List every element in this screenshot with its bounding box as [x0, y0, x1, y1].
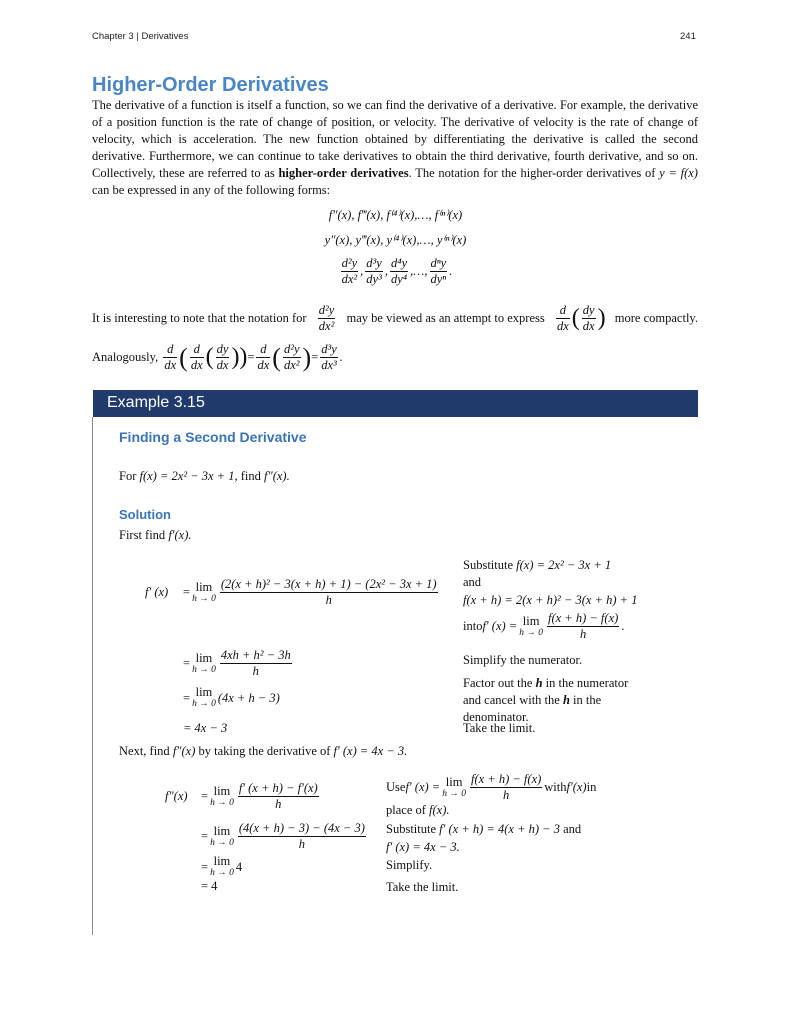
text: Analogously, [92, 350, 159, 364]
example-title: Finding a Second Derivative [119, 429, 307, 445]
step1-note: denominator. [463, 710, 529, 724]
text: It is interesting to note that the notation for [92, 311, 307, 325]
intro-text: The derivative of a function is itself a function, so we can find the derivative of a derivative. For example, the derivative of a position function is the rate of change of position, or velocity. The derivative of velocity is the rate of change of velocity, which is acceleration. The new function obtained by differentiating the derivative is called the second derivative. Furthermore, we can continue to take derivatives to obtain the third derivative, fourth derivative, and so on. Collectively, these are referred to as [92, 98, 698, 180]
analogously-sentence [92, 342, 343, 373]
math-expr: $\frac{d}{dx}$ ( $\frac{dy}{dx}$ ) [556, 303, 606, 333]
step1-row1: f′ (x) = lim h → 0 $\frac{\text{(2(x + h)² − 3(x + h) + 1) − (2x² − 3x + 1)}}{h}$ [145, 577, 437, 607]
step1-note: Simplify the numerator. [463, 653, 583, 667]
text: may be viewed as an attempt to express [346, 311, 545, 325]
term-higher-order: higher-order derivatives [278, 166, 409, 180]
step1-row2: = lim h → 0 $\frac{\text{4xh + h² − 3h}}{h}$ [183, 648, 291, 678]
step1-note: f(x + h) = 2(x + h)² − 3(x + h) + 1 [463, 593, 638, 607]
next-find-text: Next, find f″(x) by taking the derivative of f′ (x) = 4x − 3. [119, 744, 408, 758]
step2-row3: = lim h → 0 4 [201, 854, 243, 878]
step2-note: f′ (x) = 4x − 3. [386, 840, 460, 854]
fraction: $\frac{\text{d²y}}{\text{dx²}}$ [341, 256, 358, 286]
example-banner [93, 390, 698, 417]
intro-paragraph [92, 97, 698, 199]
step1-note: Take the limit. [463, 721, 536, 735]
notation-line-1: f″(x), f‴(x), f⁽⁴⁾(x),…, f⁽ⁿ⁾(x) [328, 208, 463, 222]
problem-statement: For f(x) = 2x² − 3x + 1, find f″(x). [119, 469, 290, 483]
step2-note: Take the limit. [386, 880, 459, 894]
step2-row4: = 4 [201, 879, 218, 893]
solution-heading: Solution [119, 507, 171, 522]
interesting-sentence [92, 303, 698, 334]
step2-note: Substitute f′ (x + h) = 4(x + h) − 3 and [386, 822, 582, 836]
running-header-chapter: Chapter 3 | Derivatives [92, 31, 189, 42]
step1-note: into f′ (x) = lim h → 0 $\frac{f(x + h) - f(x)}{h}$ . [463, 611, 625, 641]
intro-text-2: . The notation for the higher-order derivatives of [408, 166, 660, 180]
fraction: $\frac{\text{d⁴y}}{\text{dy⁴}}$ [390, 256, 408, 286]
notation-line-3: $\frac{\text{d²y}}{\text{dx²}}$ , $\frac{\text{d³y}}{\text{dy³}}$ , $\frac{\text{d⁴y}}{\text{dy⁴}}$ ,…, $\frac{\text{dⁿy}}{\text{dyⁿ}}$ . [341, 256, 453, 286]
math-expr: $\frac{d}{dx}$ ( $\frac{d}{dx}$ ( $\frac{dy}{dx}$ )) = $\frac{d}{dx}$ ( $\frac{\text{d²y}}{\text{dx²}}$ ) = $\frac{\text{d³y}}{\text{dx³}}$ . [164, 342, 343, 372]
section-title: Higher-Order Derivatives [92, 74, 329, 96]
example-label: Example 3.15 [107, 394, 205, 411]
step1-row3: = lim h → 0 (4x + h − 3) [183, 685, 280, 709]
page-number: 241 [680, 31, 696, 42]
fraction: $\frac{\text{dⁿy}}{\text{dyⁿ}}$ [430, 256, 447, 286]
fraction: $\frac{\text{d³y}}{\text{dy³}}$ [366, 256, 382, 286]
fraction: $\frac{\text{d²y}}{\text{dx²}}$ [318, 303, 335, 333]
first-find-text: First find f′(x). [119, 528, 192, 542]
step1-note: and cancel with the h in the [463, 693, 602, 707]
step2-note: Use f′ (x) = lim h → 0 $\frac{f(x + h) - f(x)}{h}$ with f′(x) in [386, 772, 597, 802]
math-expr: y = f(x) [659, 166, 698, 180]
step1-note: Substitute f(x) = 2x² − 3x + 1 [463, 558, 612, 572]
example-left-rule [92, 417, 93, 935]
intro-text-3: can be expressed in any of the following forms: [92, 183, 331, 197]
notation-line-2: y″(x), y‴(x), y⁽⁴⁾(x),…, y⁽ⁿ⁾(x) [324, 233, 467, 247]
step2-note: place of f(x). [386, 803, 450, 817]
step1-note: Factor out the h in the numerator [463, 676, 629, 690]
text: more compactly. [614, 311, 698, 325]
step1-note: and [463, 575, 482, 589]
step2-row1: f″(x) = lim h → 0 $\frac{f' (x + h) - f'(x)}{h}$ [165, 781, 318, 811]
step2-note: Simplify. [386, 858, 433, 872]
step1-row4: = 4x − 3 [183, 721, 228, 735]
step2-row2: = lim h → 0 $\frac{(4(x + h) - 3) - (4x - 3)}{h}$ [201, 821, 365, 851]
